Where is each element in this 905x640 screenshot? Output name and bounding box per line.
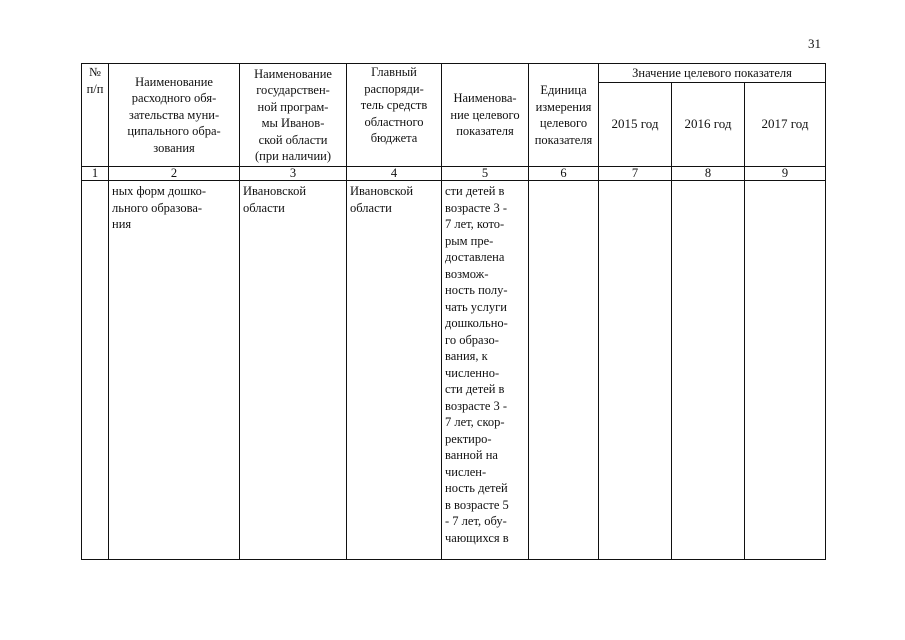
column-numbers-row bbox=[82, 167, 826, 181]
column-number: 2 bbox=[109, 167, 240, 181]
column-number: 5 bbox=[442, 167, 529, 181]
header-indicator-name: Наименова- ние целевого показателя bbox=[442, 64, 529, 167]
cell-unit bbox=[529, 181, 599, 560]
header-budget-manager: Главный распоряди- тель средств областного бюджета bbox=[347, 64, 442, 167]
header-year-2016: 2016 год bbox=[672, 83, 745, 167]
column-number: 6 bbox=[529, 167, 599, 181]
header-year-2015: 2015 год bbox=[599, 83, 672, 167]
cell-value-2015 bbox=[599, 181, 672, 560]
table-row bbox=[82, 181, 826, 560]
header-row bbox=[82, 64, 826, 83]
cell-budget-manager: Ивановской области bbox=[347, 181, 442, 560]
cell-value-2016 bbox=[672, 181, 745, 560]
column-number: 4 bbox=[347, 167, 442, 181]
cell-value-2017 bbox=[745, 181, 826, 560]
cell-indicator-name: сти детей в возрасте 3 - 7 лет, кото- рым пре- доставлена возмож- ность полу- чать услуги дошкольно- го образо- вания, к численно- сти детей в возрасте 3 - 7 лет, скор- ректиро- ванной на числен- ность детей в возрасте 5 - 7 лет, обу- чающихся в bbox=[442, 181, 529, 560]
header-state-program: Наименование государствен- ной програм- мы Иванов- ской области (при наличии) bbox=[240, 64, 347, 167]
target-indicators-table bbox=[81, 63, 826, 560]
cell-expenditure-obligation: ных форм дошко- льного образова- ния bbox=[109, 181, 240, 560]
column-number: 3 bbox=[240, 167, 347, 181]
column-number: 1 bbox=[82, 167, 109, 181]
header-indicator-value-group: Значение целевого показателя bbox=[599, 64, 826, 83]
column-number: 8 bbox=[672, 167, 745, 181]
cell-number bbox=[82, 181, 109, 560]
header-unit: Единица измерения целевого показателя bbox=[529, 64, 599, 167]
cell-state-program: Ивановской области bbox=[240, 181, 347, 560]
column-number: 7 bbox=[599, 167, 672, 181]
column-number: 9 bbox=[745, 167, 826, 181]
page-number: 31 bbox=[808, 36, 821, 51]
header-year-2017: 2017 год bbox=[745, 83, 826, 167]
header-expenditure-obligation: Наименование расходного обя- зательства муни- ципального обра- зования bbox=[109, 64, 240, 167]
header-number: № п/п bbox=[82, 64, 109, 167]
